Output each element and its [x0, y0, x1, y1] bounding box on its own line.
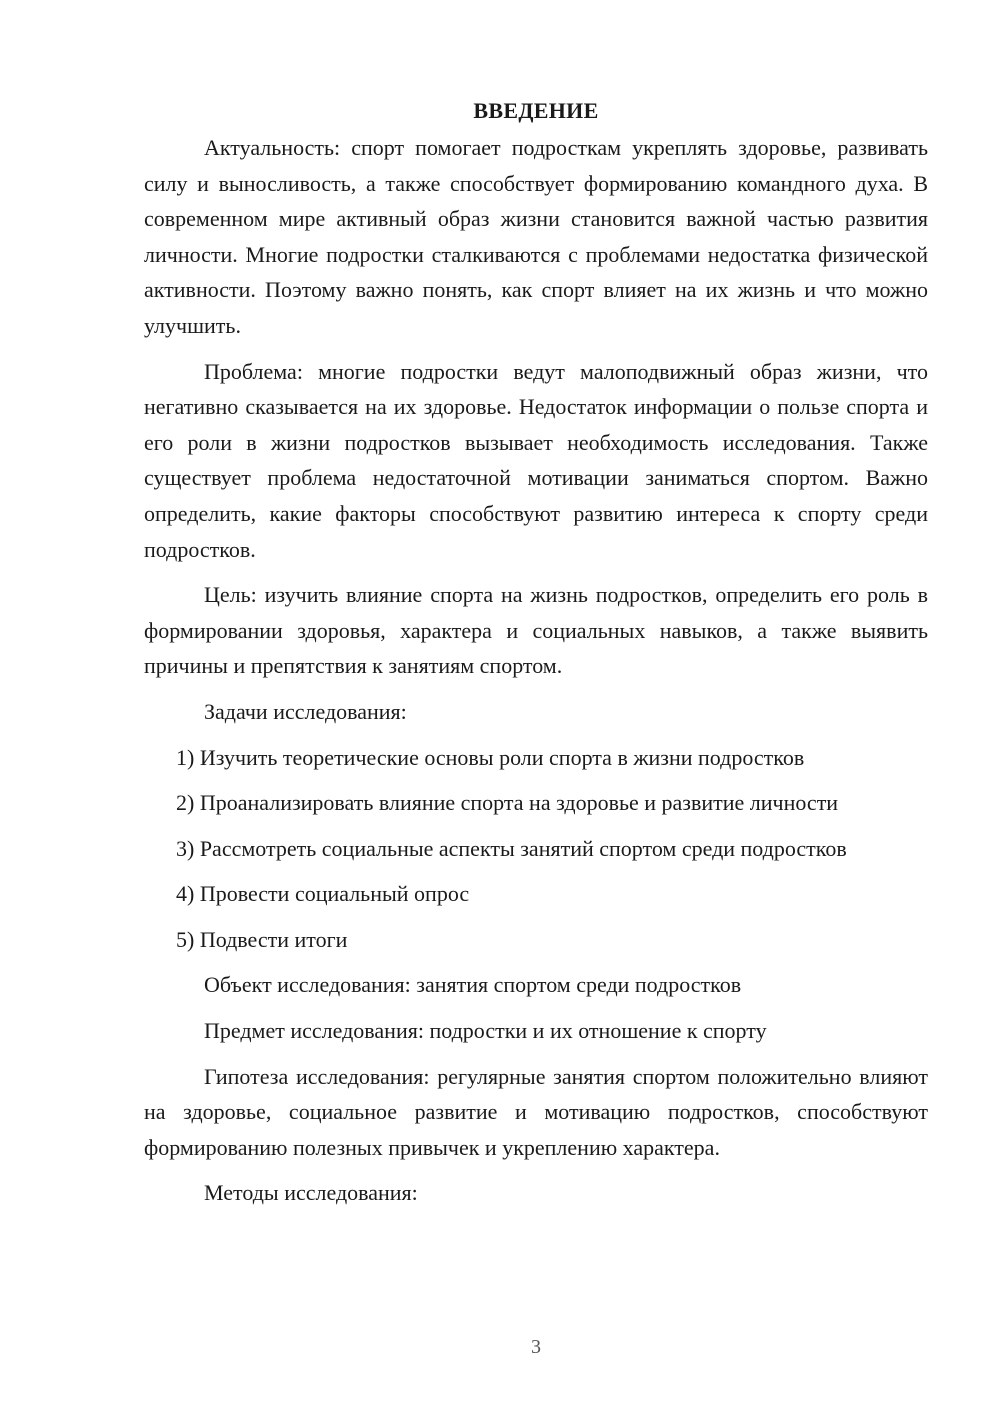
- paragraph-subject: Предмет исследования: подростки и их отношение к спорту: [204, 1018, 767, 1044]
- document-body: [144, 96, 928, 1221]
- paragraph-hypothesis: Гипотеза исследования: регулярные занятия спортом положительно влияют на здоровье, социальное развитие и мотивацию подростков, способствуют формированию полезных привычек и укреплению характера.: [144, 1063, 928, 1160]
- task-item: 1) Изучить теоретические основы роли спорта в жизни подростков: [176, 744, 805, 770]
- paragraph-relevance: Актуальность: спорт помогает подросткам укреплять здоровье, развивать силу и выносливость, а также способствует формированию командного духа. В современном мире активный образ жизни становится важной частью развития личности. Многие подростки сталкиваются с проблемами недостатка физической активности. Поэтому важно понять, как спорт влияет на их жизнь и что можно улучшить.: [144, 135, 928, 338]
- paragraph-goal: Цель: изучить влияние спорта на жизнь подростков, определить его роль в формировании здоровья, характера и социальных навыков, а также выявить причины и препятствия к занятиям спортом.: [144, 582, 928, 679]
- page-number: 3: [531, 1336, 541, 1358]
- paragraph-problem: Проблема: многие подростки ведут малоподвижный образ жизни, что негативно сказывается на их здоровье. Недостаток информации о пользе спорта и его роли в жизни подростков вызывает необходимость исследования. Также существует проблема недостаточной мотивации заниматься спортом. Важно определить, какие факторы способствуют развитию интереса к спорту среди подростков.: [144, 358, 928, 562]
- methods-heading: Методы исследования:: [204, 1180, 418, 1206]
- section-title: ВВЕДЕНИЕ: [473, 98, 599, 123]
- task-item: 3) Рассмотреть социальные аспекты занятий спортом среди подростков: [176, 835, 847, 861]
- tasks-heading: Задачи исследования:: [204, 698, 407, 724]
- task-item: 4) Провести социальный опрос: [176, 881, 470, 907]
- task-item: 5) Подвести итоги: [176, 926, 348, 952]
- task-item: 2) Проанализировать влияние спорта на здоровье и развитие личности: [176, 790, 839, 816]
- paragraph-object: Объект исследования: занятия спортом среди подростков: [204, 972, 742, 998]
